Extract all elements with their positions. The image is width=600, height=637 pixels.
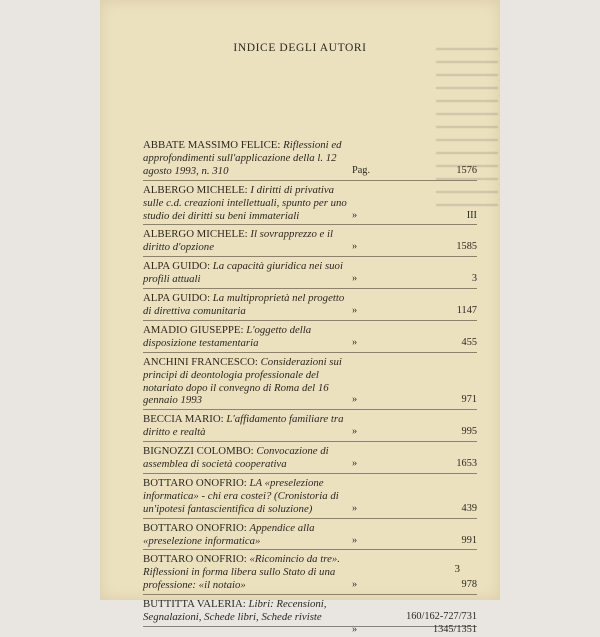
page-number-ref-line: 3 bbox=[471, 273, 477, 285]
page-number-ref-line: 160/162-727/731 bbox=[406, 611, 477, 623]
work-title: L'affidamento familiare tra diritto e realtà bbox=[143, 413, 344, 439]
page-mark: » bbox=[352, 624, 358, 636]
page-number-ref bbox=[456, 241, 477, 254]
page-mark: » bbox=[352, 426, 358, 438]
page-number-ref bbox=[472, 273, 477, 286]
index-entry bbox=[143, 353, 477, 411]
entry-text bbox=[143, 292, 353, 318]
author-name: BECCIA MARIO: bbox=[143, 413, 224, 426]
page-number-ref bbox=[462, 394, 477, 407]
work-title: Il sovrapprezzo e il diritto d'opzione bbox=[143, 228, 334, 254]
page-number-ref-line: 1585 bbox=[456, 241, 477, 253]
page-number-ref-line: 1576 bbox=[456, 164, 477, 176]
page-number-ref bbox=[462, 426, 477, 439]
page-mark: » bbox=[352, 273, 358, 285]
page-number-ref bbox=[456, 165, 477, 178]
work-title: Libri: Recensioni, Segnalazioni, Schede libri, Schede riviste bbox=[143, 598, 327, 624]
page-number-ref-line: 991 bbox=[461, 534, 477, 546]
index-entry bbox=[143, 519, 477, 551]
index-entry bbox=[143, 550, 477, 595]
page-title: INDICE DEGLI AUTORI bbox=[233, 42, 367, 54]
entry-text bbox=[143, 413, 353, 439]
page-number-ref bbox=[462, 337, 477, 350]
page-number-ref-line: 1147 bbox=[456, 304, 477, 316]
index-entry bbox=[143, 181, 477, 226]
index-entry bbox=[143, 474, 477, 519]
page-mark: Pag. bbox=[352, 164, 371, 176]
work-title: Riflessioni ed approfondimenti sull'applicazione della l. 12 agosto 1993, n. 310 bbox=[143, 139, 342, 177]
index-entry bbox=[143, 321, 477, 353]
author-name: AMADIO GIUSEPPE: bbox=[143, 323, 244, 336]
entry-text bbox=[143, 477, 353, 516]
page-number-ref-line: 978 bbox=[461, 579, 477, 591]
index-entry bbox=[143, 136, 477, 181]
work-title: Convocazione di assemblea di società cooperativa bbox=[143, 445, 329, 471]
page-number-ref-line: III bbox=[466, 209, 477, 221]
author-name: ABBATE MASSIMO FELICE: bbox=[143, 139, 281, 151]
work-title: «Ricomincio da tre». Riflessioni in forma libera sullo Stato di una professione: «il notaio» bbox=[143, 553, 340, 592]
entry-text bbox=[143, 598, 353, 624]
page-mark: » bbox=[352, 209, 358, 221]
author-name: ALPA GUIDO: bbox=[143, 260, 211, 273]
entry-text bbox=[143, 139, 353, 178]
work-title: Appendice alla «preselezione informatica» bbox=[143, 521, 315, 547]
work-title: Considerazioni sui principi di deontologia professionale del notariato dopo il convegno di Roma del 16 gennaio 1993 bbox=[143, 355, 342, 407]
page-mark: » bbox=[352, 458, 358, 470]
author-name: BOTTARO ONOFRIO: bbox=[143, 476, 247, 489]
entry-text bbox=[143, 260, 353, 286]
page-number-ref-line: 1345/1351 bbox=[432, 624, 477, 636]
work-title: LA «preselezione informatica» - chi era costei? (Cronistoria di un'ipotesi fantascientifica di soluzione) bbox=[143, 476, 339, 515]
page-number-ref bbox=[462, 579, 477, 592]
index-entry bbox=[143, 225, 477, 257]
author-name: BIGNOZZI COLOMBO: bbox=[143, 445, 254, 458]
author-index-list bbox=[143, 136, 477, 636]
page-number-ref bbox=[462, 503, 477, 516]
page-number-ref bbox=[462, 535, 477, 548]
page-mark: » bbox=[352, 394, 358, 406]
entry-text bbox=[143, 356, 353, 408]
page-mark: » bbox=[352, 304, 358, 316]
index-entry bbox=[143, 289, 477, 321]
page-number-ref-line: 1653 bbox=[456, 458, 477, 470]
author-name: ANCHINI FRANCESCO: bbox=[143, 355, 258, 368]
page-number-ref-line: 995 bbox=[461, 426, 477, 438]
page-number-ref bbox=[467, 210, 477, 223]
entry-text bbox=[143, 184, 353, 223]
work-title: La multiproprietà nel progetto di direttiva comunitaria bbox=[143, 292, 345, 317]
entry-text bbox=[143, 522, 353, 548]
page-mark: » bbox=[352, 579, 358, 591]
entry-text bbox=[143, 553, 353, 592]
index-entry bbox=[143, 257, 477, 289]
work-title: L'oggetto della disposizione testamentaria bbox=[143, 323, 312, 349]
author-name: ALPA GUIDO: bbox=[143, 292, 211, 305]
page-number-ref bbox=[406, 611, 477, 637]
entry-text bbox=[143, 228, 353, 254]
page-mark: » bbox=[352, 502, 358, 514]
author-name: BOTTARO ONOFRIO: bbox=[143, 553, 247, 566]
entry-text bbox=[143, 445, 353, 471]
page-number-ref-line: 455 bbox=[461, 336, 477, 348]
page-mark: » bbox=[352, 336, 358, 348]
entry-text bbox=[143, 324, 353, 350]
index-entry bbox=[143, 442, 477, 474]
page-number-ref-line: 971 bbox=[461, 394, 477, 406]
page-mark: » bbox=[352, 534, 358, 546]
author-name: BOTTARO ONOFRIO: bbox=[143, 521, 247, 534]
work-title: La capacità giuridica nei suoi profili attuali bbox=[143, 260, 343, 286]
page-number-ref-line: 439 bbox=[461, 502, 477, 514]
page-number-ref bbox=[457, 305, 477, 318]
index-entry bbox=[143, 410, 477, 442]
work-title: I diritti di privativa sulle c.d. creazioni intellettuali, spunto per uno studio dei diritti su beni immateriali bbox=[143, 183, 347, 222]
page-number: 3 bbox=[454, 563, 460, 575]
page-mark: » bbox=[352, 241, 358, 253]
page-number-ref bbox=[456, 458, 477, 471]
author-name: ALBERGO MICHELE: bbox=[143, 228, 248, 241]
book-page bbox=[100, 0, 500, 636]
author-name: ALBERGO MICHELE: bbox=[143, 183, 248, 196]
author-name: BUTTITTA VALERIA: bbox=[143, 598, 246, 611]
